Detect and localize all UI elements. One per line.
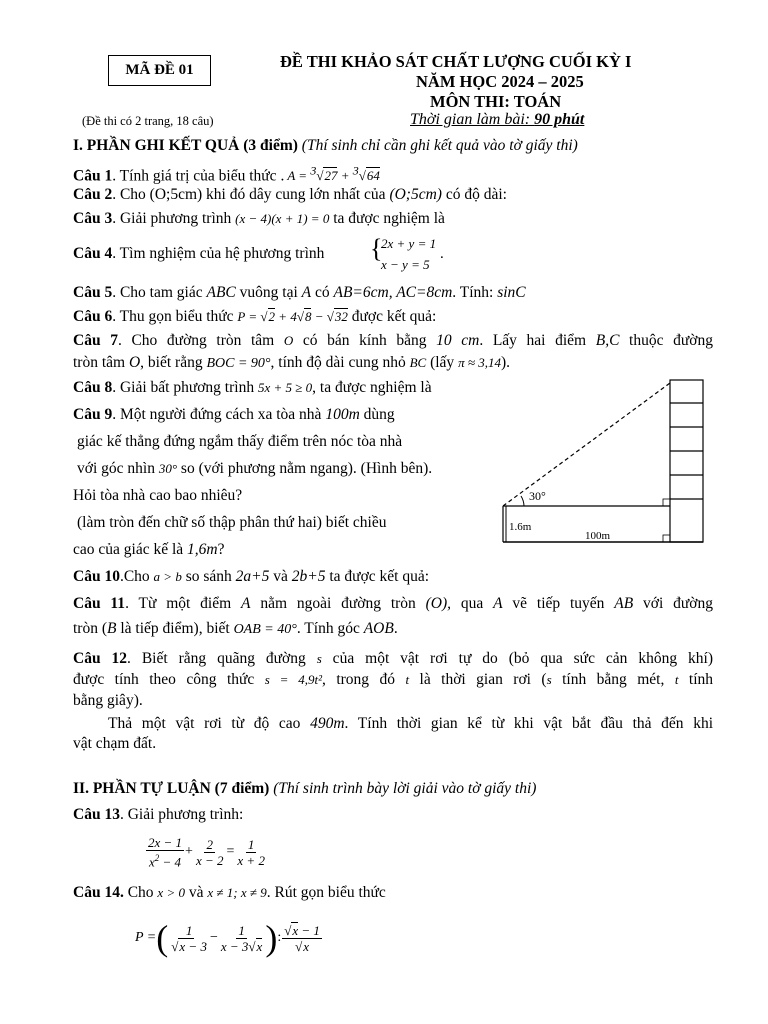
q7-text-a: . Cho đường tròn tâm (117, 332, 284, 349)
page-note: (Đề thi có 2 trang, 18 câu) (82, 114, 214, 128)
q14-expression: P = ( $\frac{1}{√x - 3}$ − $\frac{1}{x - 3√x}$ ) : $\frac{√x - 1}{√x}$ (135, 918, 320, 958)
question-4 (73, 245, 324, 263)
q11-text-g: là tiếp điểm), biết (116, 620, 234, 637)
building-figure (495, 375, 715, 550)
q9-text-4: Hỏi tòa nhà cao bao nhiêu? (73, 487, 243, 504)
q12-text-i: Thả một vật rơi từ độ cao (108, 715, 311, 732)
q6-end: được kết quả: (347, 308, 437, 325)
q10-condition: a > b (153, 569, 182, 584)
q9-text-6b: ? (217, 541, 225, 558)
q1-label: Câu 1 (73, 167, 113, 185)
q12-text-d: , trong đó (322, 671, 406, 688)
q13-label: Câu 13 (73, 806, 120, 823)
q4-text: . Tìm nghiệm của hệ phương trình (112, 245, 325, 262)
question-12-line4 (108, 715, 713, 733)
q12-text-j: . Tính thời gian kể từ khi vật bắt đầu thả đến khi (344, 715, 713, 732)
q9-text-5: (làm tròn đến chữ số thập phân thứ hai) biết chiều (77, 514, 387, 531)
question-3 (73, 210, 445, 228)
q11-text-d: vẽ tiếp tuyến (502, 595, 615, 612)
time-label: Thời gian làm bài: (410, 111, 535, 128)
question-9-line1 (73, 406, 395, 424)
q12-text-c: được tính theo công thức (73, 671, 265, 688)
q5-mid: vuông tại (235, 284, 302, 301)
q11-label: Câu 11 (73, 595, 126, 612)
q12-formula: s = 4,9t² (264, 672, 322, 687)
question-2 (73, 186, 507, 204)
q5-text: . Cho tam giác (112, 284, 207, 301)
q4-label: Câu 4 (73, 245, 113, 262)
q14-end: . Rút gọn biểu thức (266, 884, 386, 901)
q11-text-c: qua (451, 595, 494, 612)
q4-eq1: 2x + y = 1 (381, 236, 437, 251)
q9-text-6a: cao của giác kế là (73, 541, 188, 558)
exam-code-box (108, 55, 211, 86)
q13-equation: $\frac{2x - 1}{x^2 - 4}$ + $\frac{2}{x - 2}$ = $\frac{1}{x + 2}$ (148, 835, 265, 870)
q9-angle: 30° (158, 461, 178, 476)
q7-text-c: . Lấy hai điểm (479, 332, 596, 349)
q8-end: , ta được nghiệm là (312, 379, 432, 396)
q11-text-h: . Tính góc (296, 620, 364, 637)
q5-sin: sinC (497, 284, 526, 301)
part2-title: II. PHẦN TỰ LUẬN (7 điểm) (73, 780, 270, 797)
q12-text-k: vật chạm đất. (73, 735, 157, 752)
part1-title: I. PHẦN GHI KẾT QUẢ (3 điểm) (73, 137, 298, 154)
distance-label: 100m (585, 530, 611, 542)
q12-t: t (405, 672, 410, 687)
q11-angle: OAB = 40° (233, 622, 297, 637)
question-6 (73, 308, 436, 326)
angle-arc (521, 496, 524, 506)
question-7-line2 (73, 354, 510, 373)
q7-points: B,C (595, 332, 620, 349)
q12-text-g: tính (678, 671, 714, 688)
q5-vertex: A (301, 284, 312, 301)
q7-pi: π ≈ 3,14 (458, 355, 501, 370)
question-11-line2: tròn (B là tiếp điểm), biết OAB = 40°. Tính góc AOB. (73, 620, 398, 637)
q7-label: Câu 7 (73, 332, 118, 349)
question-11-line1 (73, 595, 713, 613)
q7-arc: BC (409, 355, 427, 370)
q5-sides: AB=6cm, AC=8cm (333, 284, 453, 301)
q2-circle: (O;5cm) (389, 186, 442, 203)
question-12-line2 (73, 671, 713, 689)
q12-label: Câu 12 (73, 650, 128, 667)
part2-heading (73, 780, 536, 798)
q12-s: s (316, 651, 322, 666)
q1-text: . Tính giá trị của biểu thức . (112, 167, 285, 185)
question-9-line6 (73, 541, 225, 559)
height-label: 1.6m (509, 521, 532, 533)
right-angle-mark (663, 499, 670, 506)
q3-equation: (x − 4)(x + 1) = 0 (235, 211, 330, 226)
exam-title: ĐỀ THI KHẢO SÁT CHẤT LƯỢNG CUỐI KỲ I (280, 52, 632, 71)
q13-text: . Giải phương trình: (119, 806, 244, 823)
q11-target-angle: AOB (363, 620, 394, 637)
q12-text-a: . Biết rằng quãng đường (127, 650, 317, 667)
q10-expr2: 2b+5 (291, 568, 326, 585)
q7-center: O (283, 333, 294, 348)
q12-text-e: là thời gian rơi ( (409, 671, 547, 688)
q14-text: Cho (123, 884, 158, 901)
q9-text-3a: với góc nhìn (77, 460, 159, 477)
q11-text-e: với đường (633, 595, 714, 612)
q3-end: ta được nghiệm là (329, 210, 445, 227)
q10-mid: so sánh (181, 568, 236, 585)
angle-label: 30° (529, 489, 546, 503)
part2-instruction: (Thí sinh trình bày lời giải vào tờ giấy thi) (269, 780, 537, 797)
question-13 (73, 806, 243, 824)
q11-tangent: AB (614, 595, 634, 612)
q4-eq2: x − y = 5 (381, 257, 430, 272)
question-1 (73, 162, 380, 185)
q7-radius: 10 cm (436, 332, 480, 349)
q7-text-d: thuộc đường (619, 332, 713, 349)
q10-and: và (269, 568, 292, 585)
q8-text: . Giải bất phương trình (112, 379, 258, 396)
q9-text-2: giác kế thẳng đứng ngắm thấy điểm trên nóc tòa nhà (77, 433, 403, 450)
q1-expression: A = $^3$√27 + $^3$√64 (284, 164, 380, 184)
q11-text-a: . Từ một điểm (125, 595, 242, 612)
q14-cond2: x ≠ 1; x ≠ 9 (207, 885, 267, 900)
q5-triangle: ABC (206, 284, 236, 301)
q8-label: Câu 8 (73, 379, 113, 396)
q7-text-b: có bán kính bằng (293, 332, 437, 349)
q12-s2: s (546, 672, 552, 687)
q5-tinh: . Tính: (452, 284, 498, 301)
time-line (410, 111, 584, 129)
time-value: 90 phút (534, 111, 585, 128)
q11-point-a2: A (493, 595, 503, 612)
question-9-line3 (77, 460, 432, 478)
q4-period: . (440, 246, 444, 262)
q4-brace: { (370, 234, 383, 263)
q7-center2: O (128, 354, 141, 371)
q9-text-1: . Một người đứng cách xa tòa nhà (112, 406, 326, 423)
q14-cond1: x > 0 (157, 885, 185, 900)
q11-circle: (O), (425, 595, 452, 612)
q6-text: . Thu gọn biểu thức (112, 308, 238, 325)
q6-expression: P = √2 + 4√8 − √32 (237, 309, 348, 324)
q9-label: Câu 9 (73, 406, 113, 423)
q10-label: Câu 10 (73, 568, 120, 585)
q7-text-g: , tính độ dài cung nhỏ (270, 354, 410, 371)
q5-co: có (311, 284, 334, 301)
q7-angle: BOC = 90° (206, 356, 271, 371)
q9-distance: 100m (325, 406, 360, 423)
q3-label: Câu 3 (73, 210, 113, 227)
right-angle-mark-2 (663, 535, 670, 542)
q12-text-h: bằng giây). (73, 692, 143, 709)
q11-point-b: B (107, 620, 117, 637)
q12-text-b: của một vật rơi tự do (bỏ qua sức cản không khí) (321, 650, 714, 667)
school-year: NĂM HỌC 2024 – 2025 (416, 72, 584, 91)
part1-heading (73, 137, 578, 155)
q14-and: và (184, 884, 208, 901)
q2-text: . Cho (O;5cm) khi đó dây cung lớn nhất của (112, 186, 390, 203)
q11-text-b: nằm ngoài đường tròn (250, 595, 426, 612)
q12-t2: t (674, 672, 679, 687)
q14-label: Câu 14. (73, 884, 124, 901)
q7-text-h: (lấy (426, 354, 459, 371)
question-7-line1 (73, 332, 713, 350)
q11-text-f: tròn ( (73, 620, 108, 637)
question-8 (73, 379, 432, 397)
question-12-line1 (73, 650, 713, 668)
q5-label: Câu 5 (73, 284, 113, 301)
q11-point-a: A (241, 595, 251, 612)
building (670, 380, 703, 542)
question-5 (73, 284, 526, 302)
q8-inequality: 5x + 5 ≥ 0 (257, 380, 313, 395)
q2-end: có độ dài: (441, 186, 507, 203)
sight-line (503, 383, 670, 506)
q12-height: 490m (310, 715, 345, 732)
q9-text-1b: dùng (359, 406, 395, 423)
q10-end: ta được kết quả: (325, 568, 430, 585)
q9-height: 1,6m (187, 541, 218, 558)
part1-instruction: (Thí sinh chỉ cần ghi kết quả vào tờ giấy thi) (297, 137, 578, 154)
question-14 (73, 884, 386, 902)
question-10 (73, 568, 429, 586)
q10-text: .Cho (119, 568, 154, 585)
q6-label: Câu 6 (73, 308, 113, 325)
q12-text-f: tính bằng mét, (551, 671, 675, 688)
q9-text-3b: so (với phương nằm ngang). (Hình bên). (177, 460, 433, 477)
q7-text-i: ). (500, 354, 511, 371)
q2-label: Câu 2 (73, 186, 113, 203)
q10-expr1: 2a+5 (235, 568, 270, 585)
subject: MÔN THI: TOÁN (430, 92, 562, 111)
q3-text: . Giải phương trình (112, 210, 236, 227)
q7-text-e: tròn tâm (73, 354, 129, 371)
exam-code: MÃ ĐỀ 01 (125, 62, 194, 78)
q7-text-f: , biết rằng (140, 354, 207, 371)
